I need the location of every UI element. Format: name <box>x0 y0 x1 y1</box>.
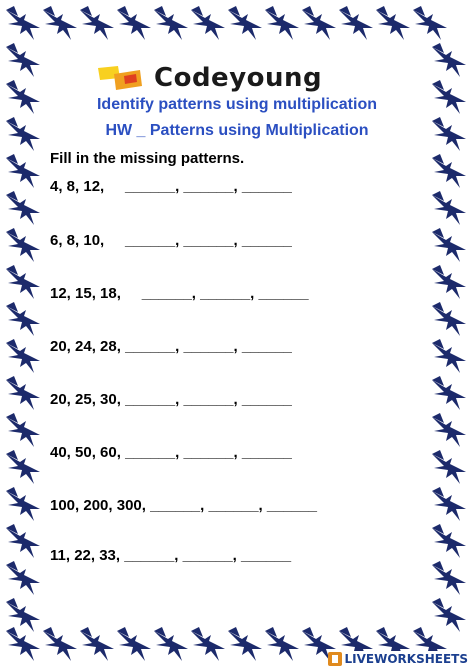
pattern-row-5 <box>50 391 292 408</box>
codeyoung-logo <box>96 62 322 94</box>
swallow-bird-icon <box>4 189 44 229</box>
pattern-prefix: 6, 8, 10, <box>50 232 126 249</box>
brand-name: Codeyoung <box>154 63 323 93</box>
swallow-bird-icon <box>4 448 44 488</box>
liveworksheets-logo-icon <box>328 652 342 666</box>
answer-blanks[interactable]: ______, ______, ______ <box>125 338 292 355</box>
swallow-bird-icon <box>430 41 470 81</box>
worksheet-title: Identify patterns using multiplication <box>96 96 377 113</box>
swallow-bird-icon <box>4 559 44 599</box>
pattern-row-2 <box>50 232 292 249</box>
pattern-row-4 <box>50 338 292 355</box>
swallow-bird-icon <box>430 596 470 636</box>
swallow-bird-icon <box>430 300 470 340</box>
swallow-bird-icon <box>41 625 81 665</box>
pattern-row-6 <box>50 444 292 461</box>
swallow-bird-icon <box>152 625 192 665</box>
pattern-row-8 <box>50 547 291 564</box>
pattern-prefix: 20, 25, 30, <box>50 391 126 408</box>
pattern-prefix: 4, 8, 12, <box>50 178 126 195</box>
pattern-prefix: 100, 200, 300, <box>50 497 151 514</box>
swallow-bird-icon <box>300 4 340 44</box>
watermark-text: LIVEWORKSHEETS <box>344 652 468 666</box>
swallow-bird-icon <box>4 596 44 636</box>
swallow-bird-icon <box>115 625 155 665</box>
pattern-prefix: 20, 24, 28, <box>50 338 126 355</box>
swallow-bird-icon <box>4 300 44 340</box>
swallow-bird-icon <box>4 485 44 525</box>
swallow-bird-icon <box>4 4 44 44</box>
swallow-bird-icon <box>263 4 303 44</box>
swallow-bird-icon <box>430 559 470 599</box>
swallow-bird-icon <box>189 625 229 665</box>
swallow-bird-icon <box>4 522 44 562</box>
swallow-bird-icon <box>374 4 414 44</box>
swallow-bird-icon <box>430 448 470 488</box>
pattern-prefix: 11, 22, 33, <box>50 547 125 564</box>
answer-blanks[interactable]: ______, ______, ______ <box>141 285 309 302</box>
swallow-bird-icon <box>226 4 266 44</box>
pattern-prefix: 12, 15, 18, <box>50 285 142 302</box>
swallow-bird-icon <box>152 4 192 44</box>
swallow-bird-icon <box>337 4 377 44</box>
worksheet-subtitle: HW _ Patterns using Multiplication <box>105 122 369 139</box>
swallow-bird-icon <box>4 263 44 303</box>
answer-blanks[interactable]: ______, ______, ______ <box>150 497 317 514</box>
pattern-row-3 <box>50 285 309 302</box>
answer-blanks[interactable]: ______, ______, ______ <box>125 178 292 195</box>
answer-blanks[interactable]: ______, ______, ______ <box>125 444 292 461</box>
liveworksheets-watermark[interactable] <box>328 651 468 667</box>
swallow-bird-icon <box>430 411 470 451</box>
answer-blanks[interactable]: ______, ______, ______ <box>125 232 292 249</box>
swallow-bird-icon <box>430 522 470 562</box>
swallow-bird-icon <box>263 625 303 665</box>
swallow-bird-icon <box>430 263 470 303</box>
instructions: Fill in the missing patterns. <box>50 150 245 167</box>
answer-blanks[interactable]: ______, ______, ______ <box>125 391 292 408</box>
swallow-bird-icon <box>4 411 44 451</box>
pattern-row-7 <box>50 497 317 514</box>
swallow-bird-icon <box>430 485 470 525</box>
swallow-bird-icon <box>430 337 470 377</box>
swallow-bird-icon <box>189 4 229 44</box>
swallow-bird-icon <box>78 625 118 665</box>
swallow-bird-icon <box>4 337 44 377</box>
swallow-bird-icon <box>226 625 266 665</box>
swallow-bird-icon <box>78 4 118 44</box>
swallow-bird-icon <box>430 374 470 414</box>
codeyoung-logo-icon <box>96 64 146 92</box>
swallow-bird-icon <box>411 4 451 44</box>
swallow-bird-icon <box>430 152 470 192</box>
swallow-bird-icon <box>41 4 81 44</box>
pattern-row-1 <box>50 178 292 195</box>
swallow-bird-icon <box>430 226 470 266</box>
pattern-prefix: 40, 50, 60, <box>50 444 126 461</box>
swallow-bird-icon <box>4 152 44 192</box>
swallow-bird-icon <box>4 374 44 414</box>
swallow-bird-icon <box>430 189 470 229</box>
swallow-bird-icon <box>4 226 44 266</box>
answer-blanks[interactable]: ______, ______, ______ <box>124 547 292 564</box>
swallow-bird-icon <box>115 4 155 44</box>
swallow-bird-icon <box>4 41 44 81</box>
